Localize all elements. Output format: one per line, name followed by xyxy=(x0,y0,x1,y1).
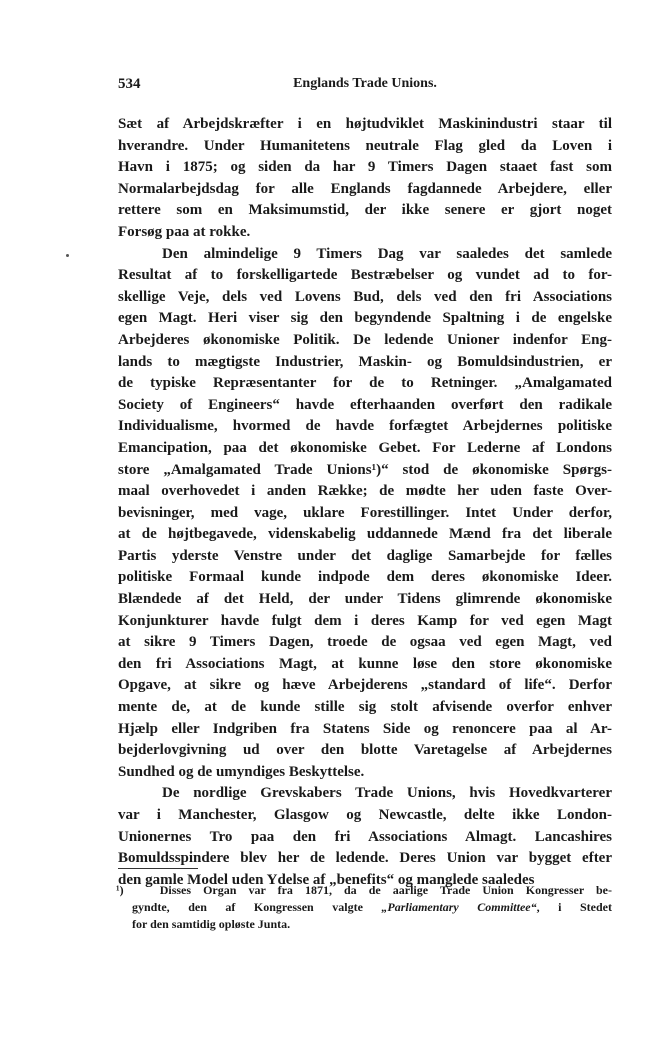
text-line: Unionernes Tro paa den fri Associations Almagt. Lancashires xyxy=(118,828,612,845)
text-line: Havn i 1875; og siden da har 9 Timers Dagen staaet fast som xyxy=(118,159,612,176)
text-line: Sæt af Arbejdskræfter i en højtudviklet Maskinindustri staar til xyxy=(118,116,612,132)
main-text xyxy=(118,114,612,891)
text-line: den gamle Model uden Ydelse af „benefits“ og manglede saaledes xyxy=(118,871,535,888)
footnote-text-2a: gyndte, den af Kongressen valgte xyxy=(132,900,382,914)
page-number: 534 xyxy=(118,76,141,92)
text-line: Normalarbejdsdag for alle Englands fagdannede Arbejdere, eller xyxy=(118,180,612,197)
footnote-text-2b: , i Stedet xyxy=(536,900,612,914)
text-line: store „Amalgamated Trade Unions¹)“ stod de økonomiske Spørgs- xyxy=(118,461,612,478)
text-line: Forsøg paa at rokke. xyxy=(118,223,251,240)
text-line: politiske Formaal kunde indpode dem deres økonomiske Ideer. xyxy=(118,569,612,586)
text-line: Resultat af to forskelligartede Bestræbelser og vundet ad to for- xyxy=(118,267,612,284)
footnote-text-1: Disses Organ var fra 1871, da de aarlige Trade Union Kongresser be- xyxy=(159,883,613,897)
page-header xyxy=(118,76,612,96)
text-line: Arbejderes økonomiske Politik. De ledende Unioner indenfor Eng- xyxy=(118,331,612,348)
text-line: var i Manchester, Glasgow og Newcastle, delte ikke London- xyxy=(118,807,612,823)
text-line: den fri Associations Magt, at kunne løse den store økonomiske xyxy=(118,655,612,672)
text-line: Emancipation, paa det økonomiske Gebet. For Lederne af Londons xyxy=(118,439,612,456)
text-line: Partis yderste Venstre under det daglige Samarbejde for fælles xyxy=(118,547,612,564)
footnote xyxy=(116,882,613,933)
footnote-text-3: for den samtidig opløste Junta. xyxy=(132,917,291,931)
margin-speck xyxy=(66,254,69,257)
text-line: Blændede af det Held, der under Tidens glimrende økonomiske xyxy=(118,591,612,608)
text-line: bevisninger, med vage, uklare Forestillinger. Intet Under derfor, xyxy=(118,504,612,521)
text-line: skellige Veje, dels ved Lovens Bud, dels ved den fri Associations xyxy=(118,288,612,305)
text-line: bejderlovgivning ud over den blotte Varetagelse af Arbejdernes xyxy=(118,742,612,759)
text-line: lands to mægtigste Industrier, Maskin- og Bomuldsindustrien, er xyxy=(118,353,612,370)
footnote-marker: ¹) xyxy=(116,883,124,897)
text-line: Konjunkturer havde fulgt dem i deres Kamp for ved egen Magt xyxy=(118,612,612,629)
text-line: mente de, at de kunde stille sig stolt afvisende overfor enhver xyxy=(118,699,612,716)
footnote-line xyxy=(116,882,612,899)
text-line: Opgave, at sikre og hæve Arbejderens „standard of life“. Derfor xyxy=(118,677,612,694)
text-line: Sundhed og de umyndiges Beskyttelse. xyxy=(118,763,365,780)
text-line: at de højtbegavede, videnskabelig uddannede Mænd fra det liberale xyxy=(118,526,612,543)
footnote-separator xyxy=(118,868,198,869)
text-line: rettere som en Maksimumstid, der ikke senere er gjort noget xyxy=(118,202,612,219)
footnote-line xyxy=(132,916,612,933)
text-line: at sikre 9 Timers Dagen, troede de ogsaa ved egen Magt, ved xyxy=(118,634,612,651)
footnote-italic: „Parliamentary Committee“ xyxy=(381,900,537,914)
text-line: Individualisme, hvormed de havde forfægtet Arbejdernes politiske xyxy=(118,418,612,435)
text-line: Society of Engineers“ havde efterhaanden overført den radikale xyxy=(118,396,612,413)
text-line: Bomuldsspindere blev her de ledende. Deres Union var bygget efter xyxy=(118,850,612,867)
text-line: egen Magt. Heri viser sig den begyndende Spaltning i de engelske xyxy=(118,310,612,327)
text-line: de typiske Repræsentanter for de to Retninger. „Amalgamated xyxy=(118,375,612,392)
text-line: Den almindelige 9 Timers Dag var saaledes det samlede xyxy=(162,245,612,262)
text-line: hverandre. Under Humanitetens neutrale Flag gled da Loven i xyxy=(118,137,612,154)
text-line: De nordlige Grevskabers Trade Unions, hvis Hovedkvarterer xyxy=(162,785,612,802)
running-title: Englands Trade Unions. xyxy=(293,76,437,91)
footnote-line xyxy=(132,899,612,916)
text-line: Hjælp eller Indgriben fra Statens Side og renoncere paa al Ar- xyxy=(118,720,612,737)
text-line: maal overhovedet i anden Række; de mødte her uden faste Over- xyxy=(118,483,612,500)
